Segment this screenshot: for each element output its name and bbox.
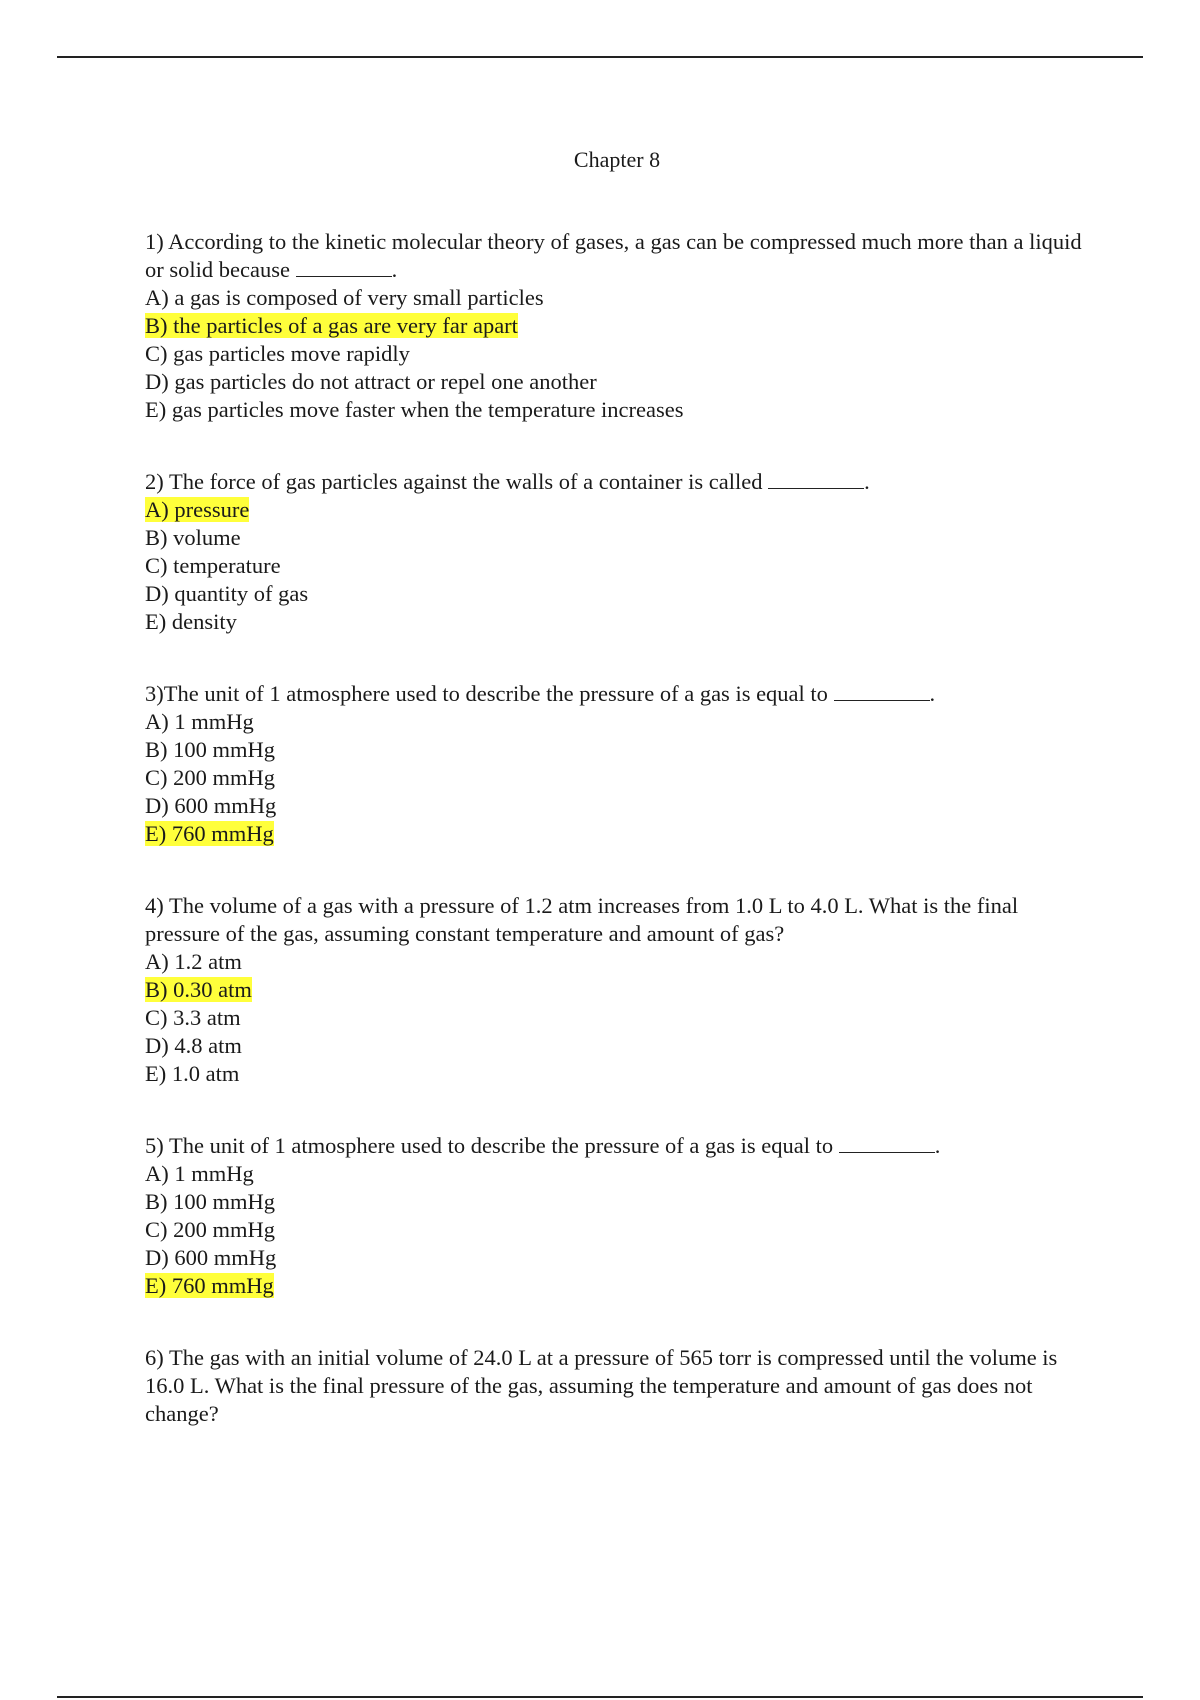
highlighted-answer: E) 760 mmHg <box>145 821 274 846</box>
option-item <box>145 284 1095 312</box>
option-text: A) 1.2 atm <box>145 949 242 974</box>
option-text: C) 200 mmHg <box>145 1217 276 1242</box>
answer-blank <box>834 682 930 701</box>
question-5 <box>145 1132 1095 1300</box>
option-text: C) 3.3 atm <box>145 1005 241 1030</box>
question-2 <box>145 468 1095 636</box>
option-text: D) 4.8 atm <box>145 1033 242 1058</box>
option-text: D) 600 mmHg <box>145 793 277 818</box>
option-list <box>145 708 1095 848</box>
option-item <box>145 764 1095 792</box>
highlighted-answer: B) the particles of a gas are very far apart <box>145 313 518 338</box>
page-title: Chapter 8 <box>573 147 661 172</box>
answer-blank <box>768 470 864 489</box>
option-item <box>145 368 1095 396</box>
option-text: C) 200 mmHg <box>145 765 276 790</box>
option-text: B) volume <box>145 525 241 550</box>
option-item <box>145 792 1095 820</box>
option-text: D) quantity of gas <box>145 581 309 606</box>
option-text: A) 1 mmHg <box>145 709 254 734</box>
option-item <box>145 1060 1095 1088</box>
option-text: D) gas particles do not attract or repel one another <box>145 369 597 394</box>
option-text: B) 100 mmHg <box>145 1189 276 1214</box>
highlighted-answer: A) pressure <box>145 497 250 522</box>
option-item <box>145 496 1095 524</box>
question-stem <box>145 1132 1095 1160</box>
question-stem-text: 1) According to the kinetic molecular theory of gases, a gas can be compressed much more than a liquid or solid because <box>145 229 1082 282</box>
option-item <box>145 736 1095 764</box>
question-stem-text: 5) The unit of 1 atmosphere used to describe the pressure of a gas is equal to <box>145 1133 839 1158</box>
option-item <box>145 1188 1095 1216</box>
question-stem-end: . <box>934 1133 941 1158</box>
option-text: B) 100 mmHg <box>145 737 276 762</box>
question-stem-text: 4) The volume of a gas with a pressure of 1.2 atm increases from 1.0 L to 4.0 L. What is the final pressure of the gas, assuming constant temperature and amount of gas? <box>145 893 1019 946</box>
highlighted-answer: B) 0.30 atm <box>145 977 252 1002</box>
question-stem-text: 3)The unit of 1 atmosphere used to describe the pressure of a gas is equal to <box>145 681 834 706</box>
answer-blank <box>839 1134 935 1153</box>
highlighted-answer: E) 760 mmHg <box>145 1273 274 1298</box>
option-list <box>145 496 1095 636</box>
question-stem-end: . <box>929 681 936 706</box>
option-item <box>145 820 1095 848</box>
question-stem-end: . <box>864 469 870 494</box>
option-list <box>145 1160 1095 1300</box>
option-list <box>145 284 1095 424</box>
option-text: E) gas particles move faster when the temperature increases <box>145 397 684 422</box>
option-item <box>145 1244 1095 1272</box>
option-item <box>145 1004 1095 1032</box>
option-item <box>145 312 1095 340</box>
bottom-rule <box>57 1696 1143 1698</box>
option-item <box>145 524 1095 552</box>
option-text: A) a gas is composed of very small particles <box>145 285 544 310</box>
option-text: E) density <box>145 609 237 634</box>
question-4 <box>145 892 1095 1088</box>
option-item <box>145 1272 1095 1300</box>
question-stem <box>145 892 1095 948</box>
question-stem <box>145 1344 1095 1428</box>
option-text: C) temperature <box>145 553 281 578</box>
answer-blank <box>296 258 392 277</box>
question-3 <box>145 680 1095 848</box>
top-rule <box>57 56 1143 58</box>
question-1 <box>145 228 1095 424</box>
option-list <box>145 948 1095 1088</box>
option-item <box>145 552 1095 580</box>
question-stem-end: . <box>391 257 398 282</box>
option-item <box>145 580 1095 608</box>
option-item <box>145 1032 1095 1060</box>
option-item <box>145 976 1095 1004</box>
option-text: A) 1 mmHg <box>145 1161 254 1186</box>
option-text: D) 600 mmHg <box>145 1245 277 1270</box>
option-item <box>145 708 1095 736</box>
option-item <box>145 340 1095 368</box>
question-stem-text: 6) The gas with an initial volume of 24.0 L at a pressure of 565 torr is compressed until the volume is 16.0 L. What is the final pressure of the gas, assuming the temperature and amount of gas does not change? <box>145 1345 1058 1426</box>
question-6 <box>145 1344 1095 1428</box>
option-item <box>145 396 1095 424</box>
question-stem <box>145 468 1095 496</box>
option-item <box>145 608 1095 636</box>
option-item <box>145 1216 1095 1244</box>
option-text: E) 1.0 atm <box>145 1061 240 1086</box>
option-item <box>145 1160 1095 1188</box>
question-stem-text: 2) The force of gas particles against the walls of a container is called <box>145 469 769 494</box>
question-stem <box>145 680 1095 708</box>
option-item <box>145 948 1095 976</box>
option-text: C) gas particles move rapidly <box>145 341 410 366</box>
question-list <box>145 228 1095 1472</box>
question-stem <box>145 228 1095 284</box>
